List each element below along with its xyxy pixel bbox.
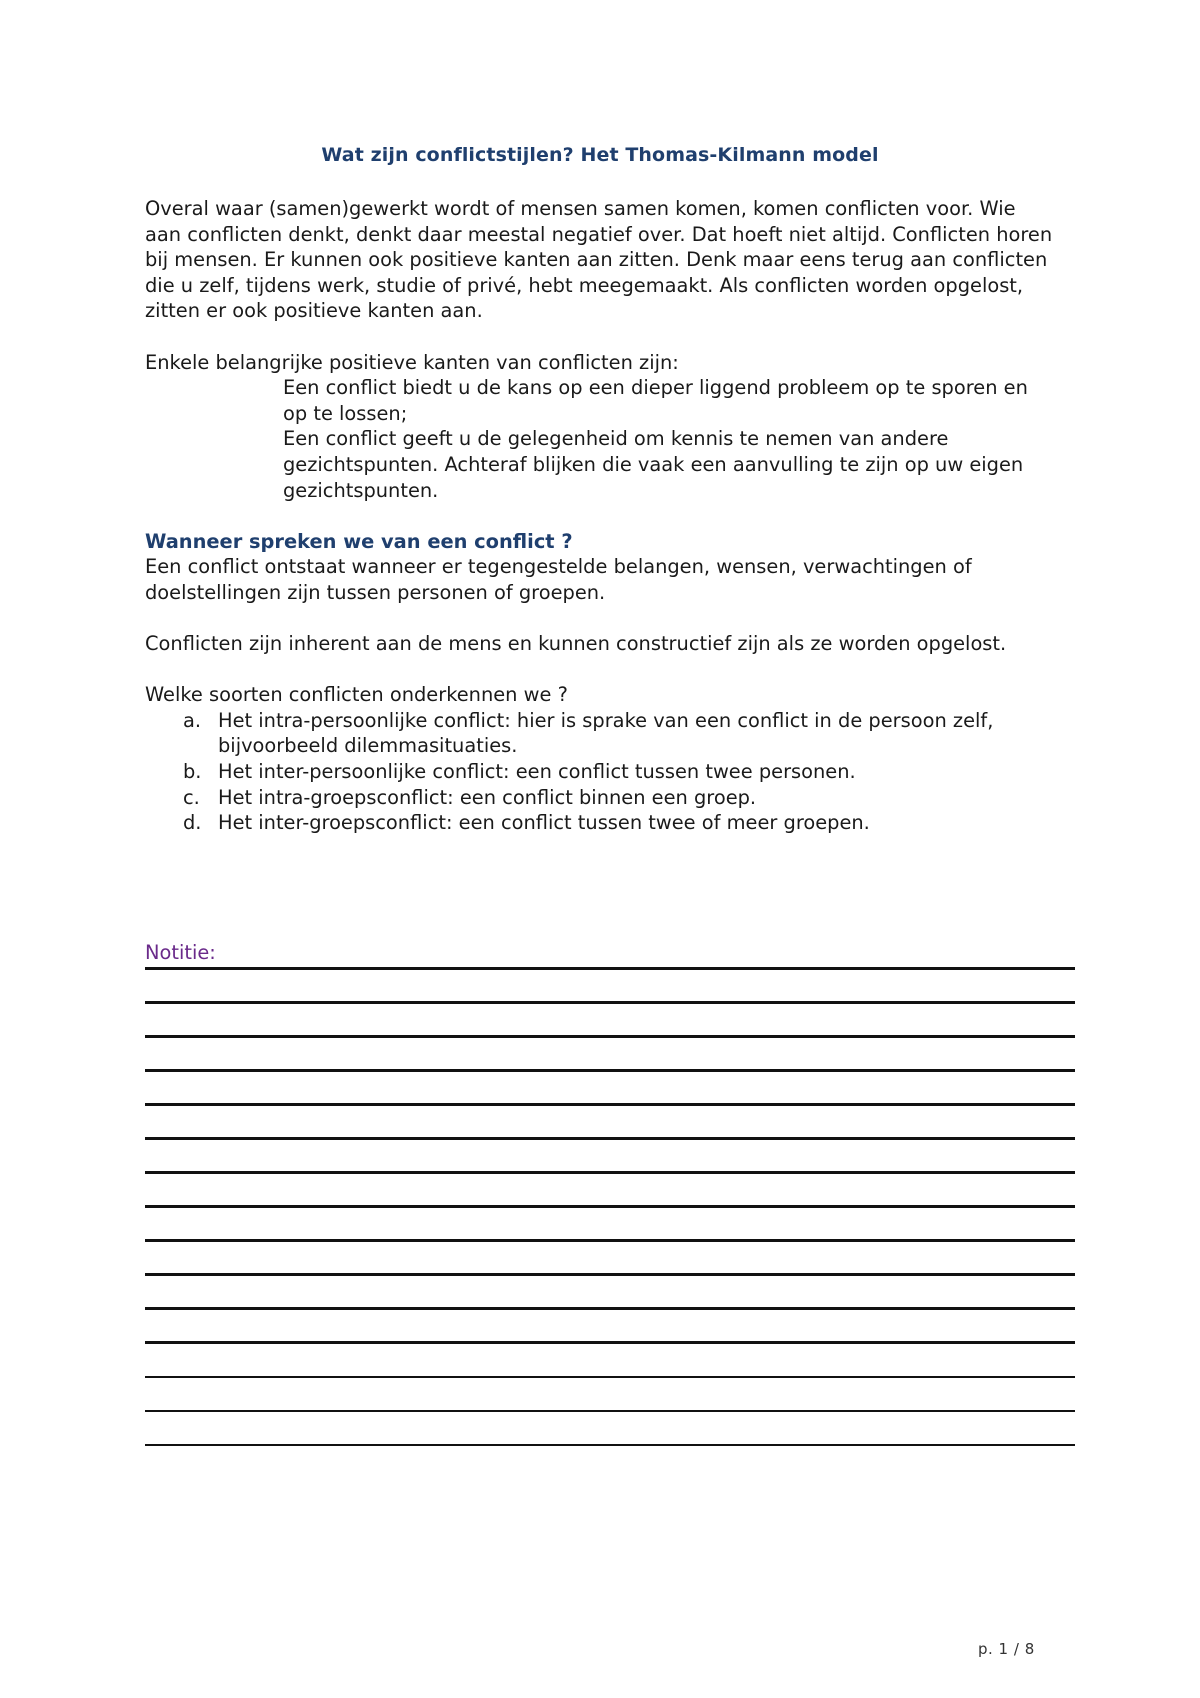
positive-point-line: gezichtspunten. Achteraf blijken die vaak een aanvulling te zijn op uw eigen [283, 452, 1024, 476]
list-marker: c. [183, 785, 200, 809]
inherent-statement: Conflicten zijn inherent aan de mens en kunnen constructief zijn als ze worden opgelost. [145, 632, 1007, 656]
section-heading: Wanneer spreken we van een conflict ? [145, 529, 573, 553]
intro-line: Overal waar (samen)gewerkt wordt of mensen samen komen, komen conflicten voor. Wie [145, 197, 1016, 220]
intro-paragraph [145, 196, 1075, 324]
types-question: Welke soorten conflicten onderkennen we ? [145, 683, 568, 707]
note-writing-line [145, 1001, 1075, 1004]
positive-points [283, 375, 1075, 503]
page-number: p. 1 / 8 [978, 1640, 1035, 1658]
note-writing-line [145, 1103, 1075, 1106]
note-writing-line [145, 1069, 1075, 1072]
intro-line: zitten er ook positieve kanten aan. [145, 299, 483, 323]
note-writing-line [145, 1273, 1075, 1276]
positive-point-line: gezichtspunten. [283, 478, 439, 502]
note-writing-line [145, 1376, 1075, 1378]
notes-label: Notitie: [145, 941, 216, 964]
list-item [145, 785, 1075, 811]
spacer [145, 324, 1075, 350]
note-writing-line [145, 1035, 1075, 1038]
definition-line: doelstellingen zijn tussen personen of groepen. [145, 580, 606, 604]
list-marker: a. [183, 708, 202, 732]
positive-point-line: Een conflict biedt u de kans op een dieper liggend probleem op te sporen en [283, 376, 1028, 400]
list-marker: b. [183, 760, 202, 784]
list-item-line: bijvoorbeeld dilemmasituaties. [218, 734, 518, 758]
intro-line: aan conflicten denkt, denkt daar meestal negatief over. Dat hoeft niet altijd. Conflicten horen [145, 222, 1053, 246]
note-writing-line [145, 1137, 1075, 1140]
list-item [145, 708, 1075, 759]
definition-paragraph [145, 554, 1075, 605]
list-item-line: Het intra-persoonlijke conflict: hier is sprake van een conflict in de persoon zelf, [218, 708, 994, 732]
note-writing-line [145, 1410, 1075, 1412]
positive-point-line: op te lossen; [283, 401, 408, 425]
note-writing-line [145, 1307, 1075, 1310]
spacer [145, 606, 1075, 632]
notes-section [145, 940, 1075, 965]
positive-point-line: Een conflict geeft u de gelegenheid om kennis te nemen van andere [283, 427, 949, 451]
intro-line: die u zelf, tijdens werk, studie of privé, hebt meegemaakt. Als conflicten worden opgelost, [145, 273, 1024, 297]
list-item [145, 810, 1075, 836]
definition-line: Een conflict ontstaat wanneer er tegengestelde belangen, wensen, verwachtingen of [145, 555, 972, 579]
note-writing-line [145, 1171, 1075, 1174]
intro-line: bij mensen. Er kunnen ook positieve kanten aan zitten. Denk maar eens terug aan conflicten [145, 248, 1048, 272]
page-title: Wat zijn conflictstijlen? Het Thomas-Kilmann model [321, 144, 879, 166]
list-item-line: Het intra-groepsconflict: een conflict binnen een groep. [218, 785, 757, 809]
note-writing-line [145, 1239, 1075, 1242]
document-body [145, 196, 1075, 836]
spacer [145, 657, 1075, 683]
list-item-line: Het inter-persoonlijke conflict: een conflict tussen twee personen. [218, 760, 856, 784]
list-item [145, 759, 1075, 785]
note-writing-line [145, 1341, 1075, 1344]
list-marker: d. [183, 811, 202, 835]
note-writing-line [145, 1205, 1075, 1208]
positive-point [283, 426, 1075, 503]
list-item-line: Het inter-groepsconflict: een conflict tussen twee of meer groepen. [218, 811, 870, 835]
spacer [145, 503, 1075, 529]
note-writing-line [145, 967, 1075, 970]
positive-point [283, 375, 1075, 426]
conflict-types-list [145, 708, 1075, 836]
positives-intro: Enkele belangrijke positieve kanten van conflicten zijn: [145, 350, 679, 374]
note-writing-line [145, 1444, 1075, 1446]
